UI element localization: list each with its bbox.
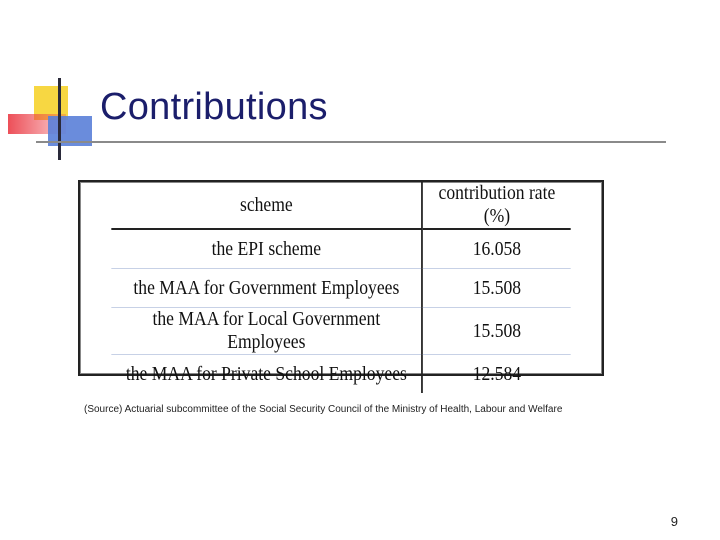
rate-cell: 15.508 bbox=[422, 308, 570, 355]
slide-title: Contributions bbox=[100, 86, 328, 128]
table-row bbox=[111, 355, 570, 394]
decor-vertical-line bbox=[58, 78, 61, 160]
table-row bbox=[111, 308, 570, 355]
contribution-table-frame bbox=[78, 180, 604, 385]
scheme-cell: the MAA for Local Government Employees bbox=[111, 308, 422, 355]
scheme-cell: the EPI scheme bbox=[111, 229, 422, 269]
source-note: (Source) Actuarial subcommittee of the Social Security Council of the Ministry of Health, Labour and Welfare bbox=[84, 404, 563, 415]
header-contribution-rate: contribution rate (%) bbox=[422, 182, 570, 229]
scheme-cell: the MAA for Government Employees bbox=[111, 269, 422, 308]
header-scheme: scheme bbox=[111, 182, 422, 229]
rate-cell: 12.584 bbox=[422, 355, 570, 394]
page-number: 9 bbox=[670, 514, 678, 529]
table-header-row bbox=[111, 182, 570, 229]
table-row bbox=[111, 269, 570, 308]
scheme-cell: the MAA for Private School Employees bbox=[111, 355, 422, 394]
title-underline bbox=[36, 141, 666, 143]
table-row bbox=[111, 229, 570, 269]
rate-cell: 15.508 bbox=[422, 269, 570, 308]
rate-cell: 16.058 bbox=[422, 229, 570, 269]
contribution-table bbox=[111, 182, 570, 393]
